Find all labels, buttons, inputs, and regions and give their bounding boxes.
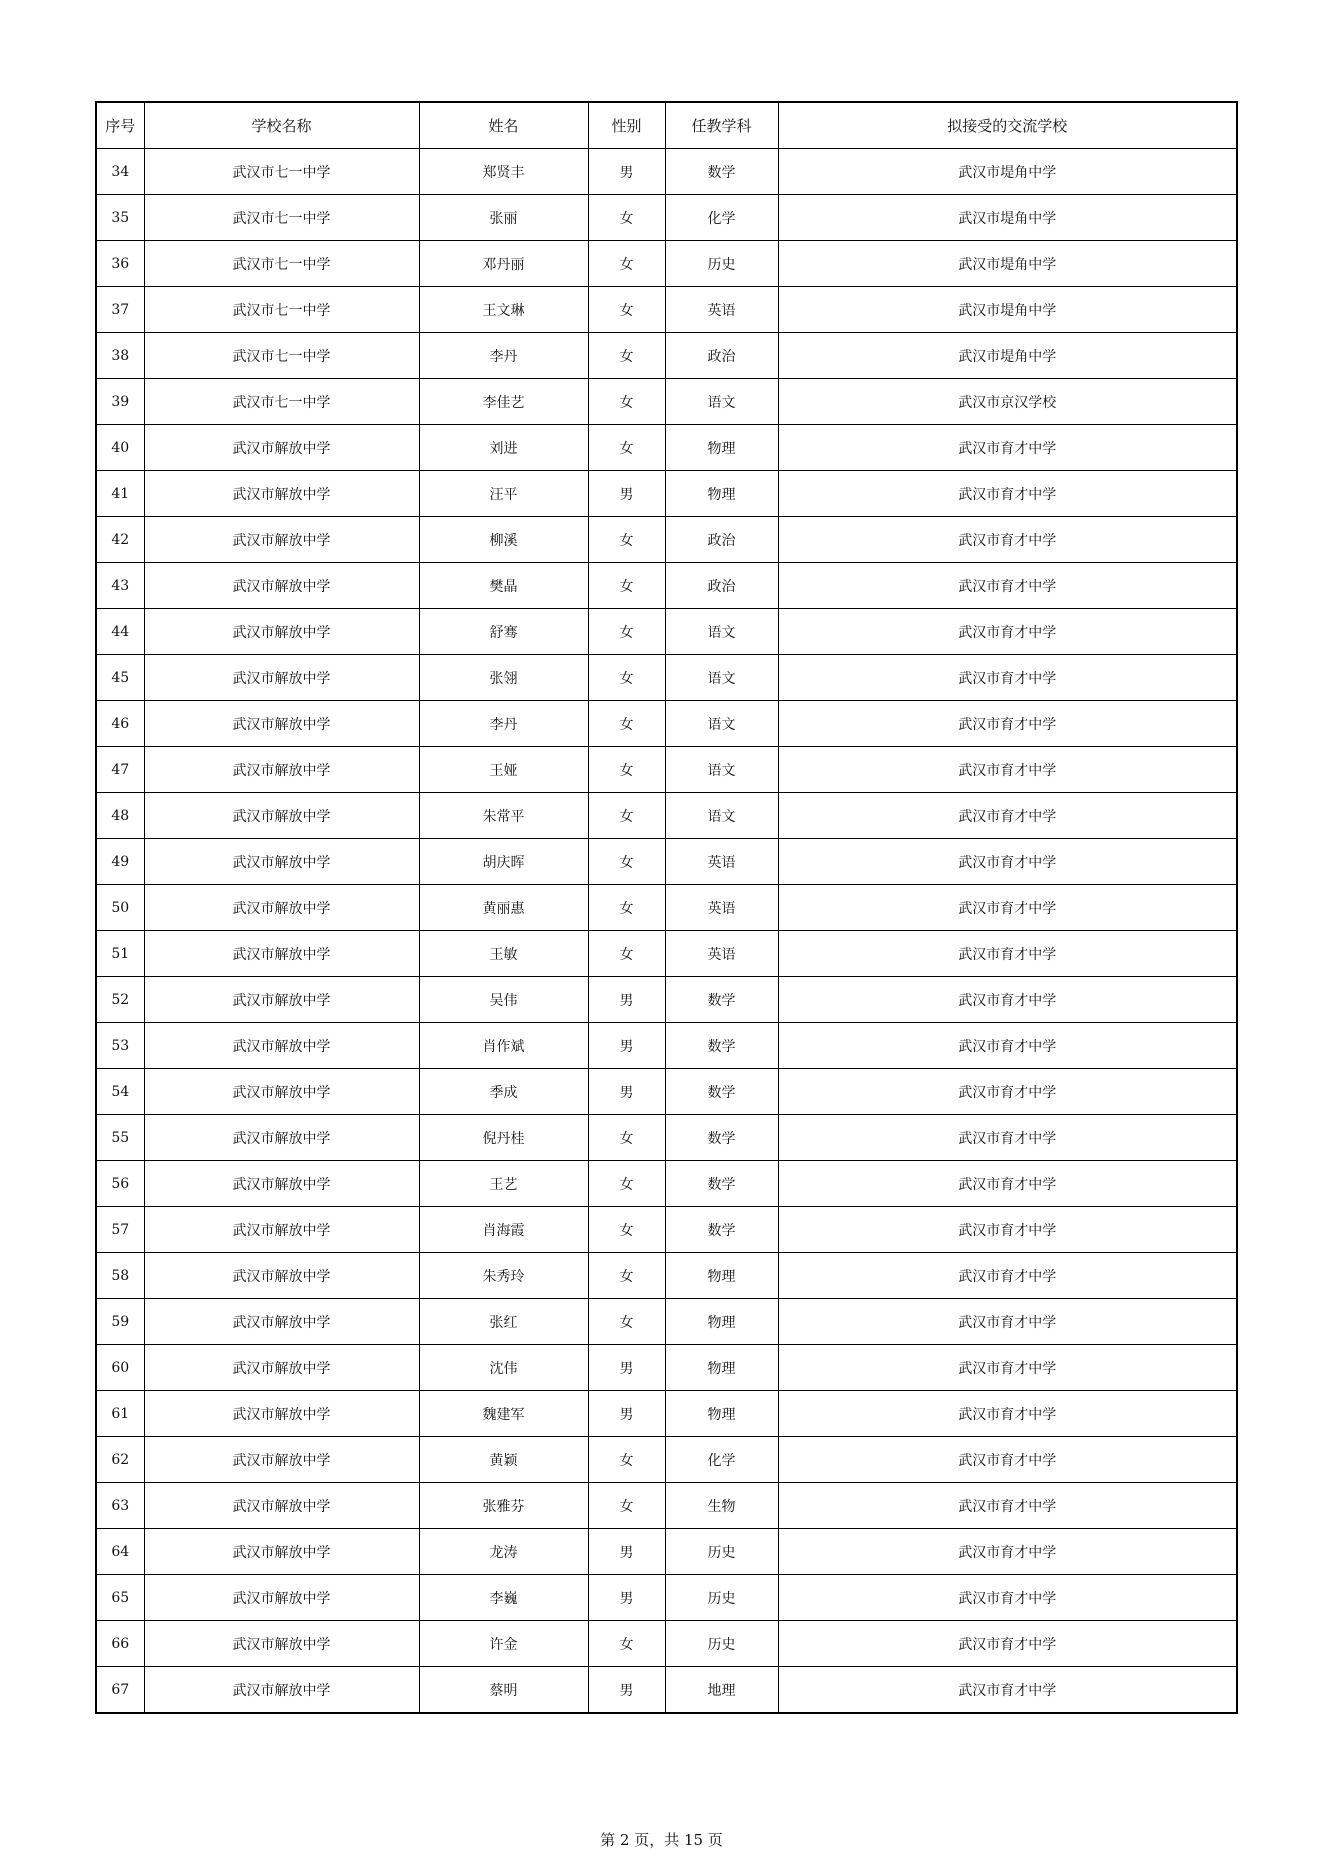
cell-name: 李佳艺 [419, 379, 588, 425]
cell-name: 刘进 [419, 425, 588, 471]
cell-subject: 政治 [665, 563, 778, 609]
cell-subject: 数学 [665, 1207, 778, 1253]
cell-subject: 语文 [665, 793, 778, 839]
cell-exchange-school: 武汉市堤角中学 [778, 241, 1237, 287]
cell-school-name: 武汉市解放中学 [144, 425, 419, 471]
table-row [96, 241, 1237, 287]
table-row [96, 1483, 1237, 1529]
cell-subject: 物理 [665, 1345, 778, 1391]
cell-name: 王娅 [419, 747, 588, 793]
cell-school-name: 武汉市解放中学 [144, 1115, 419, 1161]
cell-name: 朱秀玲 [419, 1253, 588, 1299]
cell-subject: 数学 [665, 149, 778, 195]
cell-index: 67 [96, 1667, 144, 1714]
cell-name: 沈伟 [419, 1345, 588, 1391]
table-row [96, 563, 1237, 609]
cell-school-name: 武汉市七一中学 [144, 241, 419, 287]
cell-exchange-school: 武汉市育才中学 [778, 793, 1237, 839]
cell-gender: 女 [588, 379, 665, 425]
cell-exchange-school: 武汉市育才中学 [778, 701, 1237, 747]
header-row [96, 102, 1237, 149]
cell-subject: 物理 [665, 425, 778, 471]
cell-index: 62 [96, 1437, 144, 1483]
cell-school-name: 武汉市解放中学 [144, 1253, 419, 1299]
cell-exchange-school: 武汉市京汉学校 [778, 379, 1237, 425]
table-row [96, 701, 1237, 747]
cell-index: 45 [96, 655, 144, 701]
cell-subject: 物理 [665, 1299, 778, 1345]
cell-index: 54 [96, 1069, 144, 1115]
cell-exchange-school: 武汉市堤角中学 [778, 333, 1237, 379]
cell-name: 李丹 [419, 701, 588, 747]
cell-index: 55 [96, 1115, 144, 1161]
table-body [96, 149, 1237, 1714]
cell-name: 李丹 [419, 333, 588, 379]
table-row [96, 1667, 1237, 1714]
cell-gender: 男 [588, 1023, 665, 1069]
cell-name: 蔡明 [419, 1667, 588, 1714]
table-row [96, 609, 1237, 655]
cell-name: 季成 [419, 1069, 588, 1115]
table-row [96, 471, 1237, 517]
cell-name: 张翎 [419, 655, 588, 701]
cell-subject: 语文 [665, 701, 778, 747]
cell-subject: 历史 [665, 241, 778, 287]
cell-index: 48 [96, 793, 144, 839]
cell-school-name: 武汉市解放中学 [144, 885, 419, 931]
table-row [96, 793, 1237, 839]
cell-index: 53 [96, 1023, 144, 1069]
cell-subject: 英语 [665, 931, 778, 977]
cell-index: 51 [96, 931, 144, 977]
cell-exchange-school: 武汉市育才中学 [778, 747, 1237, 793]
cell-name: 樊晶 [419, 563, 588, 609]
cell-subject: 英语 [665, 287, 778, 333]
cell-school-name: 武汉市解放中学 [144, 1621, 419, 1667]
cell-exchange-school: 武汉市育才中学 [778, 563, 1237, 609]
cell-exchange-school: 武汉市育才中学 [778, 655, 1237, 701]
cell-school-name: 武汉市七一中学 [144, 333, 419, 379]
cell-gender: 女 [588, 655, 665, 701]
header-school-name: 学校名称 [144, 102, 419, 149]
cell-subject: 语文 [665, 655, 778, 701]
cell-school-name: 武汉市解放中学 [144, 1667, 419, 1714]
cell-exchange-school: 武汉市育才中学 [778, 1207, 1237, 1253]
cell-exchange-school: 武汉市育才中学 [778, 1345, 1237, 1391]
cell-school-name: 武汉市解放中学 [144, 609, 419, 655]
cell-exchange-school: 武汉市育才中学 [778, 1253, 1237, 1299]
cell-subject: 数学 [665, 1069, 778, 1115]
cell-index: 44 [96, 609, 144, 655]
cell-name: 张雅芬 [419, 1483, 588, 1529]
cell-name: 张红 [419, 1299, 588, 1345]
cell-name: 魏建军 [419, 1391, 588, 1437]
table-row [96, 287, 1237, 333]
cell-exchange-school: 武汉市育才中学 [778, 471, 1237, 517]
cell-name: 黄丽惠 [419, 885, 588, 931]
cell-name: 王文琳 [419, 287, 588, 333]
cell-gender: 女 [588, 701, 665, 747]
table-row [96, 1023, 1237, 1069]
cell-exchange-school: 武汉市育才中学 [778, 1299, 1237, 1345]
cell-index: 38 [96, 333, 144, 379]
cell-name: 李巍 [419, 1575, 588, 1621]
cell-school-name: 武汉市解放中学 [144, 563, 419, 609]
cell-index: 59 [96, 1299, 144, 1345]
cell-subject: 历史 [665, 1621, 778, 1667]
header-subject: 任教学科 [665, 102, 778, 149]
table-row [96, 1161, 1237, 1207]
table-row [96, 1621, 1237, 1667]
cell-exchange-school: 武汉市育才中学 [778, 517, 1237, 563]
cell-school-name: 武汉市解放中学 [144, 1161, 419, 1207]
table-row [96, 1437, 1237, 1483]
cell-subject: 语文 [665, 747, 778, 793]
cell-index: 60 [96, 1345, 144, 1391]
cell-school-name: 武汉市解放中学 [144, 839, 419, 885]
cell-index: 52 [96, 977, 144, 1023]
cell-gender: 女 [588, 425, 665, 471]
table-row [96, 655, 1237, 701]
cell-index: 37 [96, 287, 144, 333]
cell-name: 舒骞 [419, 609, 588, 655]
cell-subject: 历史 [665, 1575, 778, 1621]
cell-exchange-school: 武汉市堤角中学 [778, 149, 1237, 195]
cell-gender: 女 [588, 1207, 665, 1253]
cell-name: 吴伟 [419, 977, 588, 1023]
table-header [96, 102, 1237, 149]
table-row [96, 1207, 1237, 1253]
cell-index: 41 [96, 471, 144, 517]
cell-gender: 女 [588, 195, 665, 241]
cell-exchange-school: 武汉市育才中学 [778, 1115, 1237, 1161]
cell-school-name: 武汉市解放中学 [144, 977, 419, 1023]
cell-gender: 男 [588, 1391, 665, 1437]
cell-exchange-school: 武汉市育才中学 [778, 425, 1237, 471]
cell-name: 倪丹桂 [419, 1115, 588, 1161]
cell-subject: 政治 [665, 517, 778, 563]
table-row [96, 379, 1237, 425]
cell-exchange-school: 武汉市育才中学 [778, 1483, 1237, 1529]
header-exchange-school: 拟接受的交流学校 [778, 102, 1237, 149]
cell-school-name: 武汉市解放中学 [144, 1023, 419, 1069]
cell-index: 58 [96, 1253, 144, 1299]
cell-index: 50 [96, 885, 144, 931]
cell-name: 朱常平 [419, 793, 588, 839]
cell-school-name: 武汉市解放中学 [144, 1299, 419, 1345]
cell-school-name: 武汉市解放中学 [144, 471, 419, 517]
cell-gender: 男 [588, 977, 665, 1023]
table-row [96, 747, 1237, 793]
cell-name: 黄颖 [419, 1437, 588, 1483]
cell-gender: 男 [588, 149, 665, 195]
cell-gender: 女 [588, 747, 665, 793]
cell-subject: 语文 [665, 379, 778, 425]
cell-gender: 女 [588, 609, 665, 655]
cell-gender: 男 [588, 1575, 665, 1621]
table-row [96, 1529, 1237, 1575]
cell-gender: 女 [588, 241, 665, 287]
cell-exchange-school: 武汉市育才中学 [778, 1023, 1237, 1069]
cell-gender: 女 [588, 333, 665, 379]
table-row [96, 425, 1237, 471]
cell-gender: 女 [588, 1115, 665, 1161]
cell-index: 46 [96, 701, 144, 747]
cell-subject: 数学 [665, 977, 778, 1023]
header-name: 姓名 [419, 102, 588, 149]
cell-gender: 女 [588, 1437, 665, 1483]
teacher-exchange-table-container [95, 101, 1236, 1714]
cell-index: 61 [96, 1391, 144, 1437]
cell-exchange-school: 武汉市育才中学 [778, 1437, 1237, 1483]
header-gender: 性别 [588, 102, 665, 149]
cell-name: 郑贤丰 [419, 149, 588, 195]
cell-index: 63 [96, 1483, 144, 1529]
cell-exchange-school: 武汉市育才中学 [778, 1575, 1237, 1621]
cell-subject: 物理 [665, 1253, 778, 1299]
cell-exchange-school: 武汉市育才中学 [778, 931, 1237, 977]
teacher-exchange-table [95, 101, 1238, 1714]
cell-gender: 女 [588, 517, 665, 563]
cell-school-name: 武汉市解放中学 [144, 1437, 419, 1483]
cell-subject: 语文 [665, 609, 778, 655]
cell-school-name: 武汉市解放中学 [144, 1391, 419, 1437]
table-row [96, 1345, 1237, 1391]
cell-subject: 数学 [665, 1115, 778, 1161]
cell-gender: 男 [588, 1529, 665, 1575]
cell-gender: 男 [588, 1345, 665, 1391]
cell-exchange-school: 武汉市育才中学 [778, 609, 1237, 655]
table-row [96, 1575, 1237, 1621]
cell-name: 肖作斌 [419, 1023, 588, 1069]
cell-exchange-school: 武汉市育才中学 [778, 1391, 1237, 1437]
cell-exchange-school: 武汉市育才中学 [778, 839, 1237, 885]
cell-exchange-school: 武汉市堤角中学 [778, 195, 1237, 241]
cell-exchange-school: 武汉市育才中学 [778, 1667, 1237, 1714]
table-row [96, 1069, 1237, 1115]
cell-gender: 女 [588, 931, 665, 977]
cell-school-name: 武汉市七一中学 [144, 149, 419, 195]
table-row [96, 195, 1237, 241]
cell-subject: 政治 [665, 333, 778, 379]
cell-index: 66 [96, 1621, 144, 1667]
cell-school-name: 武汉市解放中学 [144, 1575, 419, 1621]
cell-school-name: 武汉市解放中学 [144, 1529, 419, 1575]
cell-name: 龙涛 [419, 1529, 588, 1575]
cell-subject: 地理 [665, 1667, 778, 1714]
cell-school-name: 武汉市解放中学 [144, 1345, 419, 1391]
cell-name: 肖海霞 [419, 1207, 588, 1253]
cell-school-name: 武汉市解放中学 [144, 1483, 419, 1529]
cell-index: 39 [96, 379, 144, 425]
header-index: 序号 [96, 102, 144, 149]
cell-exchange-school: 武汉市育才中学 [778, 1529, 1237, 1575]
cell-subject: 物理 [665, 1391, 778, 1437]
cell-index: 35 [96, 195, 144, 241]
cell-name: 柳溪 [419, 517, 588, 563]
cell-gender: 女 [588, 1299, 665, 1345]
table-row [96, 839, 1237, 885]
cell-school-name: 武汉市解放中学 [144, 517, 419, 563]
table-row [96, 977, 1237, 1023]
cell-gender: 女 [588, 1621, 665, 1667]
cell-name: 邓丹丽 [419, 241, 588, 287]
cell-subject: 物理 [665, 471, 778, 517]
cell-index: 49 [96, 839, 144, 885]
cell-name: 许金 [419, 1621, 588, 1667]
cell-school-name: 武汉市解放中学 [144, 747, 419, 793]
cell-gender: 女 [588, 287, 665, 333]
cell-index: 36 [96, 241, 144, 287]
cell-name: 汪平 [419, 471, 588, 517]
cell-exchange-school: 武汉市育才中学 [778, 1069, 1237, 1115]
cell-index: 56 [96, 1161, 144, 1207]
cell-gender: 女 [588, 1161, 665, 1207]
cell-gender: 女 [588, 839, 665, 885]
cell-exchange-school: 武汉市堤角中学 [778, 287, 1237, 333]
cell-exchange-school: 武汉市育才中学 [778, 885, 1237, 931]
cell-name: 张丽 [419, 195, 588, 241]
cell-school-name: 武汉市解放中学 [144, 701, 419, 747]
cell-index: 47 [96, 747, 144, 793]
table-row [96, 1115, 1237, 1161]
cell-gender: 男 [588, 1667, 665, 1714]
cell-school-name: 武汉市七一中学 [144, 287, 419, 333]
cell-gender: 女 [588, 563, 665, 609]
table-row [96, 1253, 1237, 1299]
cell-index: 40 [96, 425, 144, 471]
cell-gender: 女 [588, 1483, 665, 1529]
table-row [96, 149, 1237, 195]
cell-gender: 女 [588, 1253, 665, 1299]
cell-exchange-school: 武汉市育才中学 [778, 977, 1237, 1023]
cell-name: 王艺 [419, 1161, 588, 1207]
cell-subject: 生物 [665, 1483, 778, 1529]
table-row [96, 517, 1237, 563]
cell-school-name: 武汉市解放中学 [144, 1069, 419, 1115]
cell-index: 65 [96, 1575, 144, 1621]
cell-subject: 化学 [665, 195, 778, 241]
table-row [96, 333, 1237, 379]
table-row [96, 885, 1237, 931]
cell-school-name: 武汉市解放中学 [144, 655, 419, 701]
cell-gender: 男 [588, 471, 665, 517]
cell-gender: 女 [588, 793, 665, 839]
cell-subject: 数学 [665, 1161, 778, 1207]
cell-gender: 男 [588, 1069, 665, 1115]
cell-subject: 数学 [665, 1023, 778, 1069]
cell-exchange-school: 武汉市育才中学 [778, 1621, 1237, 1667]
cell-index: 64 [96, 1529, 144, 1575]
cell-subject: 英语 [665, 839, 778, 885]
cell-subject: 历史 [665, 1529, 778, 1575]
cell-school-name: 武汉市解放中学 [144, 931, 419, 977]
cell-subject: 英语 [665, 885, 778, 931]
cell-name: 王敏 [419, 931, 588, 977]
cell-index: 42 [96, 517, 144, 563]
cell-index: 57 [96, 1207, 144, 1253]
cell-subject: 化学 [665, 1437, 778, 1483]
cell-exchange-school: 武汉市育才中学 [778, 1161, 1237, 1207]
table-row [96, 1391, 1237, 1437]
table-row [96, 1299, 1237, 1345]
cell-school-name: 武汉市解放中学 [144, 793, 419, 839]
cell-school-name: 武汉市七一中学 [144, 195, 419, 241]
cell-index: 34 [96, 149, 144, 195]
cell-index: 43 [96, 563, 144, 609]
cell-school-name: 武汉市解放中学 [144, 1207, 419, 1253]
page-number: 第 2 页，共 15 页 [600, 1831, 723, 1849]
cell-gender: 女 [588, 885, 665, 931]
cell-name: 胡庆晖 [419, 839, 588, 885]
cell-school-name: 武汉市七一中学 [144, 379, 419, 425]
table-row [96, 931, 1237, 977]
